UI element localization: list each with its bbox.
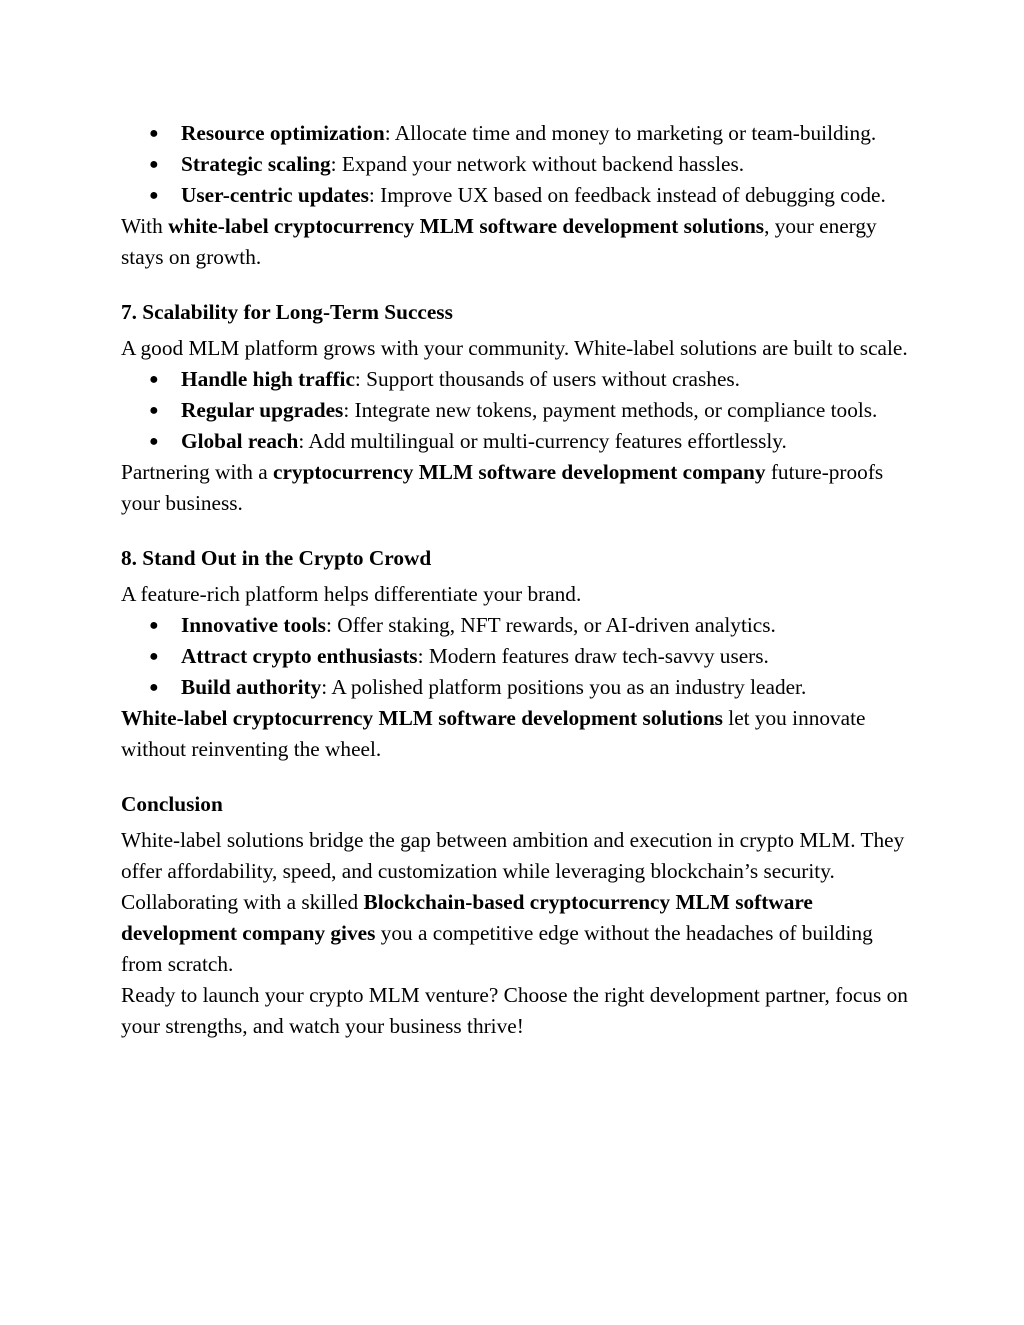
bullet-icon: ● bbox=[149, 156, 159, 173]
bullet-icon: ● bbox=[149, 402, 159, 419]
closing-text: let you innovate without reinventing the wheel. bbox=[121, 706, 866, 761]
section6-closing bbox=[121, 211, 911, 273]
closing-bold: cryptocurrency MLM software development company bbox=[273, 460, 766, 484]
bullet-term: Global reach bbox=[181, 429, 299, 453]
bullet-icon: ● bbox=[149, 679, 159, 696]
bullet-term: Strategic scaling bbox=[181, 152, 331, 176]
closing-text: Partnering with a bbox=[121, 460, 274, 484]
bullet-icon: ● bbox=[149, 371, 159, 388]
bullet-icon: ● bbox=[149, 648, 159, 665]
bullet-term: Attract crypto enthusiasts bbox=[181, 644, 418, 668]
paragraph-text: you a competitive edge without the headaches of building from scratch. bbox=[121, 921, 873, 976]
bullet-icon: ● bbox=[149, 433, 159, 450]
bullet-text: : Offer staking, NFT rewards, or AI-driven analytics. bbox=[325, 613, 776, 637]
section7-closing bbox=[121, 457, 911, 519]
bullet-term: Resource optimization bbox=[181, 121, 385, 145]
bullet-text: : Add multilingual or multi-currency features effortlessly. bbox=[298, 429, 787, 453]
section7-heading: 7. Scalability for Long-Term Success bbox=[121, 300, 453, 324]
section7-intro: A good MLM platform grows with your community. White-label solutions are built to scale. bbox=[121, 336, 908, 360]
list-item bbox=[121, 118, 911, 149]
bullet-term: Build authority bbox=[181, 675, 322, 699]
bullet-term: Handle high traffic bbox=[181, 367, 355, 391]
closing-bold: white-label cryptocurrency MLM software development solutions bbox=[168, 214, 765, 238]
list-item bbox=[121, 641, 911, 672]
bullet-text: : A polished platform positions you as an industry leader. bbox=[321, 675, 807, 699]
closing-text: With bbox=[121, 214, 169, 238]
bullet-text: : Integrate new tokens, payment methods, or compliance tools. bbox=[343, 398, 878, 422]
list-item bbox=[121, 672, 911, 703]
bullet-term: User-centric updates bbox=[181, 183, 369, 207]
section8-bullet-list bbox=[121, 610, 911, 703]
bullet-text: : Modern features draw tech-savvy users. bbox=[417, 644, 769, 668]
closing-text: future-proofs your business. bbox=[121, 460, 884, 515]
bullet-term: Innovative tools bbox=[181, 613, 326, 637]
section8-intro: A feature-rich platform helps differentiate your brand. bbox=[121, 582, 582, 606]
closing-bold: White-label cryptocurrency MLM software development solutions bbox=[121, 706, 723, 730]
paragraph-bold: Blockchain-based cryptocurrency MLM software development company gives bbox=[121, 890, 813, 945]
bullet-term: Regular upgrades bbox=[181, 398, 344, 422]
bullet-icon: ● bbox=[149, 125, 159, 142]
list-item bbox=[121, 426, 911, 457]
list-item bbox=[121, 180, 911, 211]
bullet-text: : Expand your network without backend hassles. bbox=[330, 152, 745, 176]
list-item bbox=[121, 395, 911, 426]
bullet-icon: ● bbox=[149, 617, 159, 634]
paragraph-text: White-label solutions bridge the gap between ambition and execution in crypto MLM. They offer affordability, speed, and customization while leveraging blockchain’s security. Collaborating with a skilled bbox=[121, 828, 905, 914]
conclusion-paragraph bbox=[121, 825, 911, 980]
conclusion-heading: Conclusion bbox=[121, 792, 223, 816]
bullet-text: : Support thousands of users without crashes. bbox=[354, 367, 741, 391]
list-item bbox=[121, 610, 911, 641]
list-item bbox=[121, 149, 911, 180]
closing-text: , your energy stays on growth. bbox=[121, 214, 877, 269]
section7-bullet-list bbox=[121, 364, 911, 457]
conclusion-call-to-action: Ready to launch your crypto MLM venture? Choose the right development partner, focus on your strengths, and watch your business thrive! bbox=[121, 983, 908, 1038]
section8-heading: 8. Stand Out in the Crypto Crowd bbox=[121, 546, 432, 570]
bullet-icon: ● bbox=[149, 187, 159, 204]
list-item bbox=[121, 364, 911, 395]
document-page bbox=[121, 118, 911, 1042]
section6-bullet-list bbox=[121, 118, 911, 211]
section8-closing bbox=[121, 703, 911, 765]
bullet-text: : Allocate time and money to marketing or team-building. bbox=[384, 121, 877, 145]
bullet-text: : Improve UX based on feedback instead of debugging code. bbox=[368, 183, 886, 207]
